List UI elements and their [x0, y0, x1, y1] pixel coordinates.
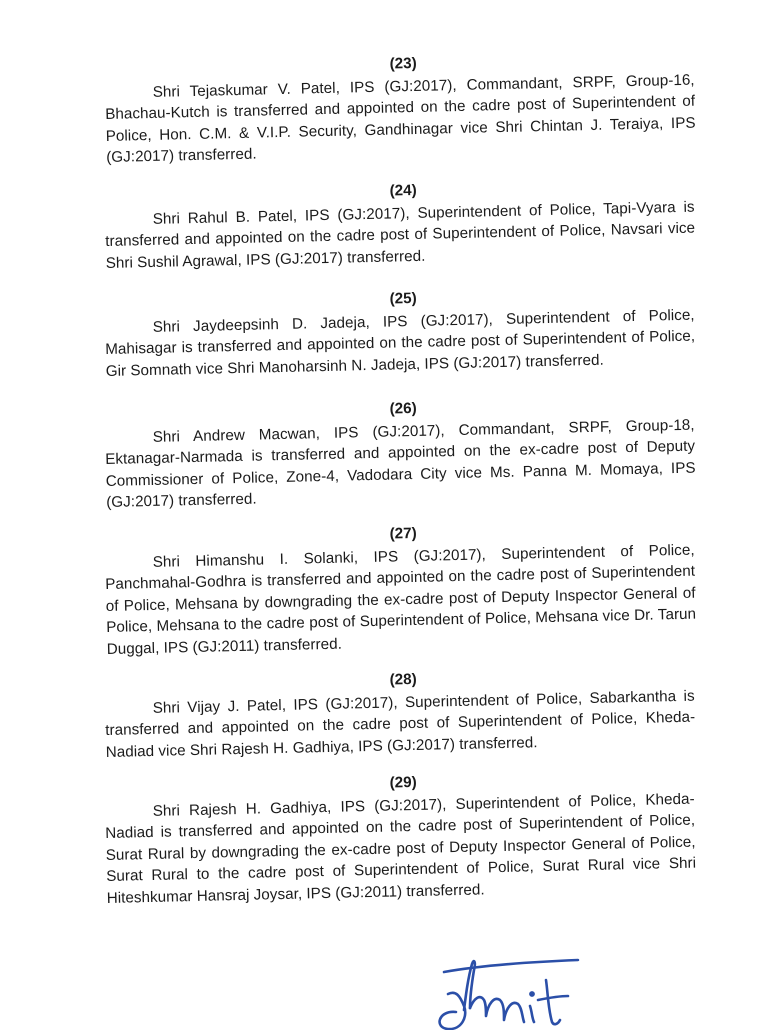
order-paragraph-25: [104, 282, 696, 382]
order-paragraph-23: [104, 47, 696, 169]
order-paragraph-28: [104, 663, 696, 763]
order-paragraph-24: [104, 174, 696, 274]
order-paragraph-29: [104, 766, 697, 909]
paragraph-text: Shri Himanshu I. Solanki, IPS (GJ:2017), Superintendent of Police, Panchmahal-Godhra is transferred and appointed on the cadre post of Superintendent of Police, Mehsana by downgrading the ex-cadre post of Deputy Inspector General of Police, Mehsana to the cadre post of Superintendent of Police, Mehsana vice Dr. Tarun Duggal, IPS (GJ:2011) transferred.: [105, 541, 697, 658]
paragraph-text: Shri Vijay J. Patel, IPS (GJ:2017), Superintendent of Police, Sabarkantha is transferred and appointed on the cadre post of Superintendent of Police, Kheda-Nadiad vice Shri Rajesh H. Gadhiya, IPS (GJ:2017) transferred.: [105, 687, 696, 761]
paragraph-number: (27): [389, 524, 417, 543]
paragraph-text: Shri Tejaskumar V. Patel, IPS (GJ:2017), Commandant, SRPF, Group-16, Bhachau-Kutch is transferred and appointed on the cadre post of Superintendent of Police, Hon. C.M. & V.I.P. Security, Gandhinagar vice Shri Chintan J. Teraiya, IPS (GJ:2017) transferred.: [105, 71, 696, 166]
order-paragraph-27: [104, 517, 697, 660]
paragraph-text: Shri Rajesh H. Gadhiya, IPS (GJ:2017), Superintendent of Police, Kheda-Nadiad is transferred and appointed on the cadre post of Superintendent of Police, Surat Rural by downgrading the ex-cadre post of Deputy Inspector General of Police, Surat Rural to the cadre post of Superintendent of Police, Surat Rural vice Shri Hiteshkumar Hansraj Joysar, IPS (GJ:2011) transferred.: [105, 790, 697, 907]
paragraph-text: Shri Jaydeepsinh D. Jadeja, IPS (GJ:2017), Superintendent of Police, Mahisagar is transferred and appointed on the cadre post of Superintendent of Police, Gir Somnath vice Shri Manoharsinh N. Jadeja, IPS (GJ:2017) transferred.: [105, 306, 696, 380]
handwritten-signature: [418, 950, 608, 1030]
paragraph-text: Shri Rahul B. Patel, IPS (GJ:2017), Superintendent of Police, Tapi-Vyara is transferred and appointed on the cadre post of Superintendent of Police, Navsari vice Shri Sushil Agrawal, IPS (GJ:2017) transferred.: [105, 198, 696, 272]
paragraph-number: (23): [389, 54, 417, 73]
paragraph-number: (25): [389, 289, 417, 308]
paragraph-number: (28): [389, 670, 417, 689]
order-paragraph-26: [104, 392, 696, 514]
paragraph-number: (29): [389, 773, 417, 792]
paragraph-number: (24): [389, 181, 417, 200]
paragraph-number: (26): [389, 399, 417, 418]
paragraph-text: Shri Andrew Macwan, IPS (GJ:2017), Commandant, SRPF, Group-18, Ektanagar-Narmada is transferred and appointed on the ex-cadre post of Deputy Commissioner of Police, Zone-4, Vadodara City vice Ms. Panna M. Momaya, IPS (GJ:2017) transferred.: [105, 416, 696, 511]
